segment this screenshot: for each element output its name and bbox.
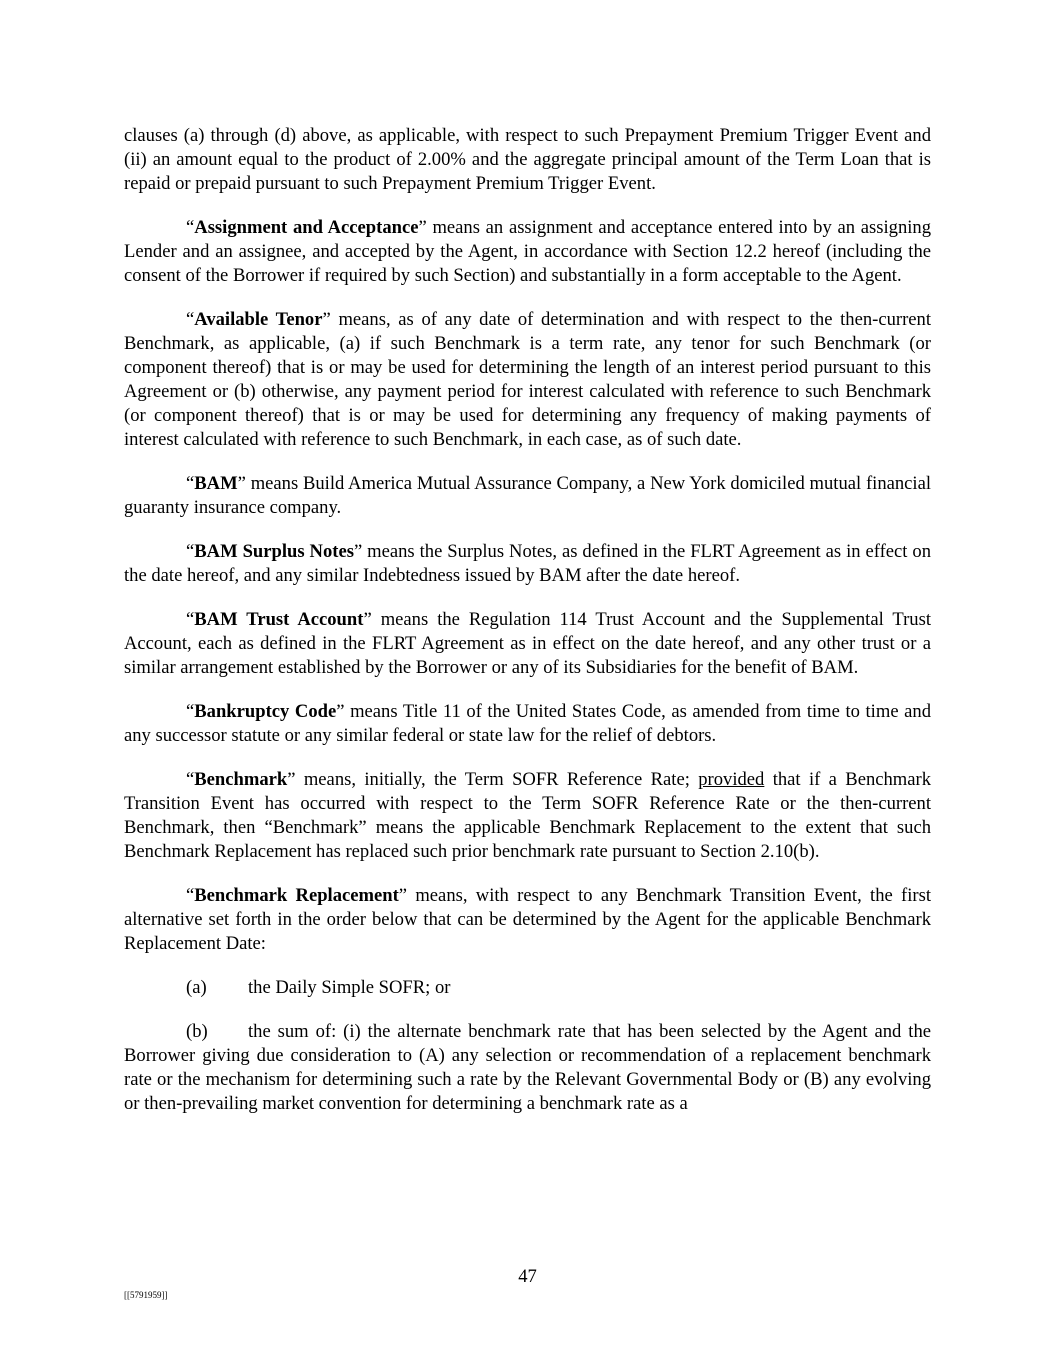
definition-benchmark-replacement — [124, 884, 931, 956]
definition-bankruptcy-code — [124, 700, 931, 748]
list-marker: (a) — [186, 977, 207, 998]
list-item-b — [124, 1020, 931, 1116]
definition-text: ” means, initially, the Term SOFR Reference Rate; — [287, 769, 699, 790]
definition-assignment-and-acceptance — [124, 216, 931, 288]
definition-text: ” means, with respect to any Benchmark Transition Event, the first alternative set forth in the order below that can be determined by the Agent for the applicable Benchmark Replacement Date: — [124, 885, 931, 954]
open-quote: “ — [186, 609, 195, 630]
open-quote: “ — [186, 701, 195, 722]
open-quote: “ — [186, 473, 195, 494]
defined-term: BAM Surplus Notes — [194, 541, 354, 562]
list-marker: (b) — [186, 1021, 208, 1042]
definition-text: ” means the Regulation 114 Trust Account and the Supplemental Trust Account, each as defined in the FLRT Agreement as in effect on the date hereof, and any other trust or a similar arrangement established by the Borrower or any of its Subsidiaries for the benefit of BAM. — [124, 609, 931, 678]
definition-available-tenor — [124, 308, 931, 452]
definition-benchmark — [124, 768, 931, 864]
paragraph-text: clauses (a) through (d) above, as applicable, with respect to such Prepayment Premium Trigger Event and (ii) an amount equal to the product of 2.00% and the aggregate principal amount of the Term Loan that is repaid or prepaid pursuant to such Prepayment Premium Trigger Event. — [124, 125, 931, 194]
defined-term: Benchmark Replacement — [194, 885, 399, 906]
defined-term: Benchmark — [194, 769, 288, 790]
list-item-text: the sum of: (i) the alternate benchmark rate that has been selected by the Agent and the Borrower giving due consideration to (A) any selection or recommendation of a replacement benchmark rate or the mechanism for determining such a rate by the Relevant Governmental Body or (B) any evolving or then-prevailing market convention for determining a benchmark rate as a — [124, 1021, 931, 1114]
open-quote: “ — [186, 885, 195, 906]
defined-term: Available Tenor — [194, 309, 323, 330]
defined-term: BAM Trust Account — [194, 609, 364, 630]
underlined-proviso: provided — [698, 769, 765, 790]
definition-text: ” means Title 11 of the United States Code, as amended from time to time and any successor statute or any similar federal or state law for the relief of debtors. — [124, 701, 931, 746]
definition-text-continued: that if a Benchmark Transition Event has occurred with respect to the Term SOFR Reference Rate or the then-current Benchmark, then “Benchmark” means the applicable Benchmark Replacement to the extent that such Benchmark Replacement has replaced such prior benchmark rate pursuant to Section 2.10(b). — [124, 769, 931, 862]
page-number: 47 — [518, 1266, 537, 1287]
defined-term: Bankruptcy Code — [194, 701, 337, 722]
document-id: [[5791959]] — [124, 1290, 168, 1300]
list-item-text: the Daily Simple SOFR; or — [248, 977, 451, 998]
definition-bam — [124, 472, 931, 520]
definition-text: ” means an assignment and acceptance entered into by an assigning Lender and an assignee, and accepted by the Agent, in accordance with Section 12.2 hereof (including the consent of the Borrower if required by such Section) and substantially in a form acceptable to the Agent. — [124, 217, 932, 286]
defined-term: BAM — [194, 473, 238, 494]
definition-bam-surplus-notes — [124, 540, 931, 588]
defined-term: Assignment and Acceptance — [194, 217, 419, 238]
open-quote: “ — [186, 769, 195, 790]
definition-text: ” means the Surplus Notes, as defined in the FLRT Agreement as in effect on the date hereof, and any similar Indebtedness issued by BAM after the date hereof. — [124, 541, 932, 586]
open-quote: “ — [186, 217, 195, 238]
open-quote: “ — [186, 309, 195, 330]
definition-text: ” means, as of any date of determination and with respect to the then-current Benchmark, as applicable, (a) if such Benchmark is a term rate, any tenor for such Benchmark (or component thereof) that is or may be used for determining the length of an interest period pursuant to this Agreement or (b) otherwise, any payment period for interest calculated with reference to such Benchmark (or component thereof) that is or may be used for determining any frequency of making payments of interest calculated with reference to such Benchmark, in each case, as of such date. — [124, 309, 931, 450]
open-quote: “ — [186, 541, 195, 562]
paragraph-continuation — [124, 124, 931, 196]
document-body — [124, 124, 931, 1136]
list-item-a — [124, 976, 931, 1000]
definition-bam-trust-account — [124, 608, 931, 680]
definition-text: ” means Build America Mutual Assurance Company, a New York domiciled mutual financial guaranty insurance company. — [124, 473, 931, 518]
